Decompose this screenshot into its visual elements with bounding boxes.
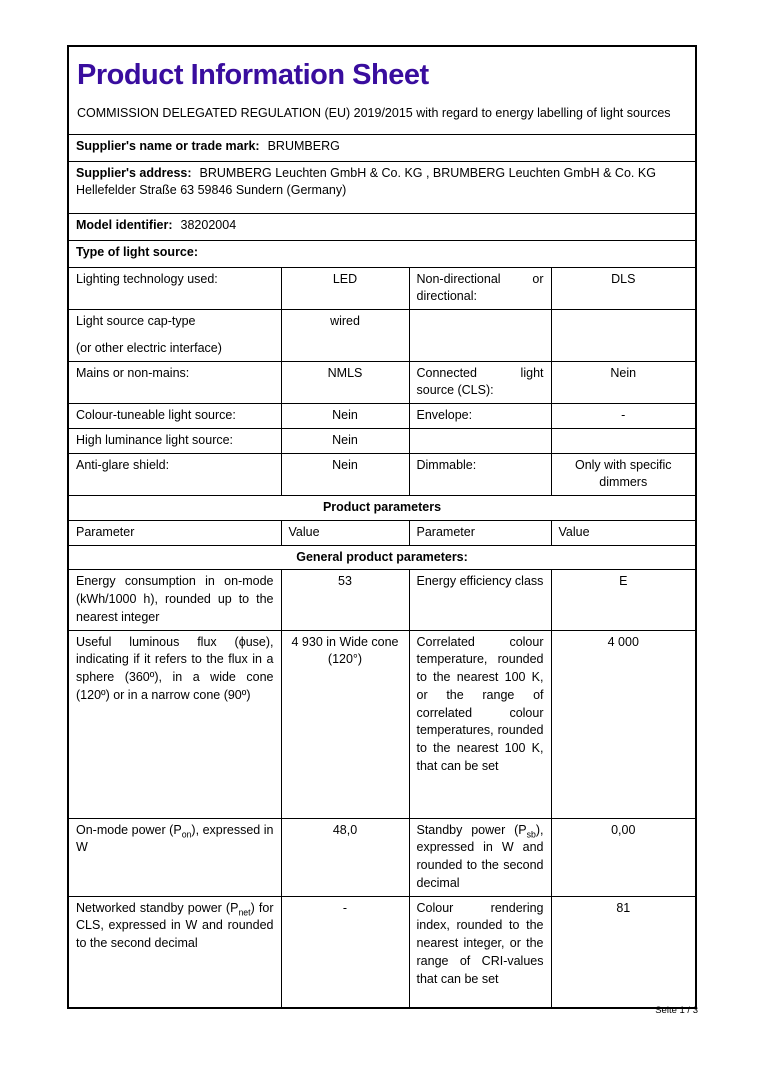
parameter-value: - xyxy=(342,900,348,915)
parameter-cell xyxy=(409,630,551,818)
parameter-cell xyxy=(409,310,551,362)
column-header-label: Parameter xyxy=(416,524,475,539)
table-row xyxy=(68,545,696,570)
column-header-label: Value xyxy=(288,524,320,539)
parameter-cell xyxy=(68,267,281,310)
parameter-cell xyxy=(68,453,281,496)
model-identifier-label: Model identifier: xyxy=(76,217,173,232)
parameter-cell xyxy=(68,361,281,404)
general-parameters-heading-cell xyxy=(68,545,696,570)
supplier-address-cell xyxy=(68,161,696,213)
parameter-value: E xyxy=(619,574,628,589)
table-row xyxy=(68,404,696,429)
parameter-cell xyxy=(68,428,281,453)
table-row xyxy=(68,520,696,545)
parameter-cell xyxy=(68,404,281,429)
parameter-label: Colour-tuneable light source: xyxy=(76,408,236,422)
parameter-value: Nein xyxy=(332,432,358,447)
table-row xyxy=(68,213,696,240)
parameter-value: 48,0 xyxy=(332,822,358,837)
parameter-cell xyxy=(68,630,281,818)
parameter-label: Standby power $(P_{sb})$, expressed in W and rounded to the second decimal xyxy=(416,822,544,890)
table-row xyxy=(68,361,696,404)
parameter-cell xyxy=(409,453,551,496)
table-row xyxy=(68,134,696,161)
parameter-cell xyxy=(409,428,551,453)
parameter-value: Only with specific dimmers xyxy=(574,457,672,490)
table-row xyxy=(68,896,696,1008)
column-header xyxy=(281,520,409,545)
parameter-cell xyxy=(68,818,281,896)
value-cell xyxy=(551,818,696,896)
parameter-cell xyxy=(409,818,551,896)
table-row xyxy=(68,267,696,310)
value-cell xyxy=(281,428,409,453)
table-row xyxy=(68,496,696,521)
parameter-cell xyxy=(409,267,551,310)
product-info-table xyxy=(67,45,697,1009)
regulation-text: COMMISSION DELEGATED REGULATION (EU) 2019/2015 with regard to energy labelling of light sources xyxy=(77,106,671,121)
parameter-label-line2: (or other electric interface) xyxy=(76,340,222,355)
value-cell xyxy=(551,310,696,362)
parameter-label: Dimmable: xyxy=(416,457,477,472)
supplier-address-value: BRUMBERG Leuchten GmbH & Co. KG , BRUMBERG Leuchten GmbH & Co. KG Hellefelder Straße 63 59846 Sundern (Germany) xyxy=(76,165,656,198)
parameter-cell xyxy=(409,404,551,429)
parameter-value: 81 xyxy=(616,900,631,915)
value-cell xyxy=(281,267,409,310)
value-cell xyxy=(551,630,696,818)
table-row xyxy=(68,310,696,362)
column-header xyxy=(551,520,696,545)
supplier-name-cell xyxy=(68,134,696,161)
product-parameters-heading: Product parameters xyxy=(322,500,442,514)
parameter-label: Correlated colour temperature, rounded to the nearest 100 K, or the range of correlated colour temperatures, rounded to the nearest 100 K, that can be set xyxy=(416,634,544,773)
table-row xyxy=(68,453,696,496)
parameter-value: wired xyxy=(330,314,360,328)
parameter-value: 4 930 in Wide cone (120°) xyxy=(291,634,399,667)
value-cell xyxy=(281,453,409,496)
product-parameters-heading-cell xyxy=(68,496,696,521)
type-section-heading: Type of light source: xyxy=(76,244,198,259)
parameter-value: DLS xyxy=(611,271,636,286)
table-row xyxy=(68,818,696,896)
parameter-label: Networked standby power $(P_{net})$ for CLS, expressed in W and rounded to the second decimal xyxy=(76,900,274,950)
table-row xyxy=(68,46,696,134)
parameter-label: Light source cap-type xyxy=(76,314,196,328)
table-row xyxy=(68,161,696,213)
parameter-value: Nein xyxy=(332,457,358,472)
table-row xyxy=(68,570,696,630)
value-cell xyxy=(551,267,696,310)
supplier-name-label: Supplier's name or trade mark: xyxy=(76,138,260,153)
value-cell xyxy=(551,428,696,453)
parameter-value: 0,00 xyxy=(611,822,636,837)
parameter-label: Energy efficiency class xyxy=(416,574,544,589)
value-cell xyxy=(281,630,409,818)
value-cell xyxy=(281,818,409,896)
parameter-label: Anti-glare shield: xyxy=(76,457,170,472)
table-row xyxy=(68,630,696,818)
value-cell xyxy=(551,570,696,630)
parameter-cell xyxy=(68,896,281,1008)
value-cell xyxy=(281,310,409,362)
value-cell xyxy=(551,896,696,1008)
parameter-cell xyxy=(68,310,281,362)
parameter-value: LED xyxy=(332,271,358,286)
value-cell xyxy=(281,570,409,630)
table-row xyxy=(68,240,696,267)
type-section-heading-cell xyxy=(68,240,696,267)
column-header-label: Value xyxy=(558,524,590,539)
page-title: Product Information Sheet xyxy=(77,59,429,91)
supplier-name-value: BRUMBERG xyxy=(267,138,340,153)
value-cell xyxy=(281,404,409,429)
parameter-value: Nein xyxy=(610,365,637,380)
parameter-cell xyxy=(68,570,281,630)
parameter-label: High luminance light source: xyxy=(76,432,234,447)
value-cell xyxy=(551,361,696,404)
column-header xyxy=(409,520,551,545)
parameter-label: Envelope: xyxy=(416,408,473,422)
parameter-label: Mains or non-mains: xyxy=(76,365,190,380)
parameter-value: - xyxy=(621,408,626,422)
parameter-value: Nein xyxy=(332,408,358,422)
parameter-label: Non-directional or directional: xyxy=(416,271,544,304)
table-row xyxy=(68,428,696,453)
parameter-label: Connected light source (CLS): xyxy=(416,365,544,398)
parameter-value: NMLS xyxy=(327,365,363,380)
parameter-label: Useful luminous flux (ϕuse), indicating if it refers to the flux in a sphere (360º), in a wide cone (120º) or in a narrow cone (90º) xyxy=(76,634,274,702)
parameter-label: Lighting technology used: xyxy=(76,271,218,286)
parameter-cell xyxy=(409,361,551,404)
header-cell xyxy=(68,46,696,134)
column-header xyxy=(68,520,281,545)
general-parameters-heading: General product parameters: xyxy=(296,549,468,564)
column-header-label: Parameter xyxy=(76,524,135,539)
parameter-cell xyxy=(409,570,551,630)
supplier-address-label: Supplier's address: xyxy=(76,165,192,180)
parameter-value: 53 xyxy=(338,574,352,589)
parameter-value: 4 000 xyxy=(607,634,639,649)
parameter-cell xyxy=(409,896,551,1008)
parameter-label: Energy consumption in on-mode (kWh/1000 h), rounded up to the nearest integer xyxy=(76,574,274,624)
parameter-label: On-mode power $(P_{on})$, expressed in W xyxy=(76,822,274,855)
parameter-label: Colour rendering index, rounded to the nearest integer, or the range of CRI-values that can be set xyxy=(416,900,544,986)
value-cell xyxy=(281,361,409,404)
model-identifier-cell xyxy=(68,213,696,240)
value-cell xyxy=(281,896,409,1008)
model-identifier-value: 38202004 xyxy=(180,217,237,232)
value-cell xyxy=(551,404,696,429)
value-cell xyxy=(551,453,696,496)
page-number: Seite 1 / 3 xyxy=(655,1005,698,1016)
